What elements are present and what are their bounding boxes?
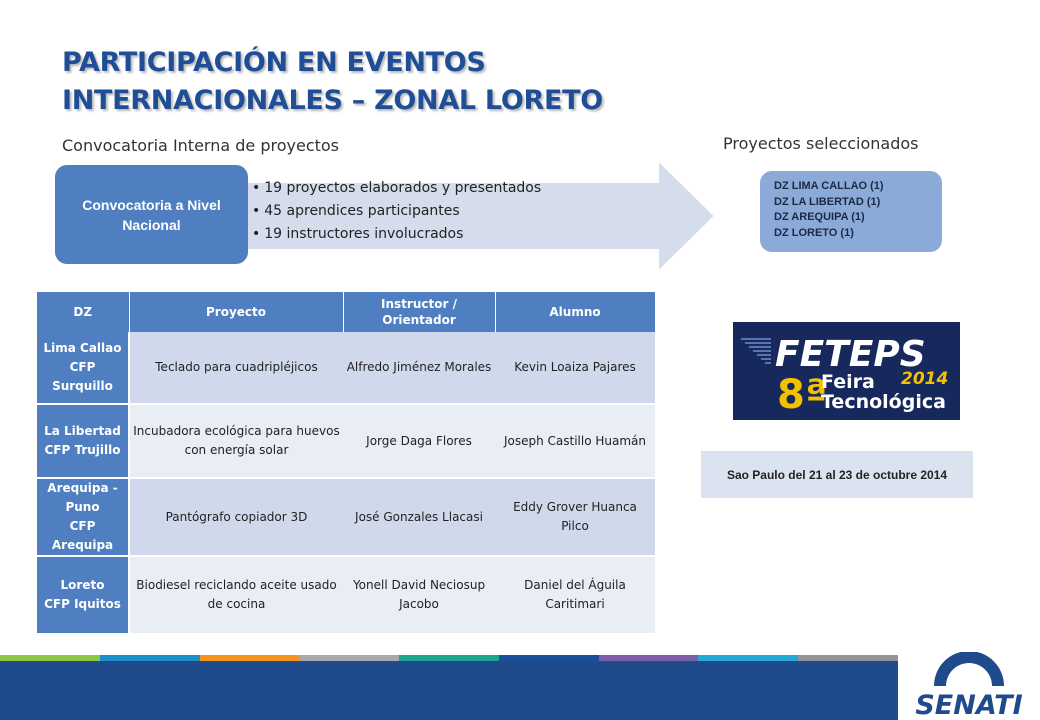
bullet-item: • 19 proyectos elaborados y presentados xyxy=(252,177,541,200)
selected-item: DZ LORETO (1) xyxy=(774,226,854,239)
dz-line: CFP xyxy=(69,519,96,533)
convocatoria-bullets xyxy=(252,177,541,246)
dz-cell xyxy=(37,478,129,556)
header-dz: DZ xyxy=(37,292,129,332)
footer-bar xyxy=(0,661,898,720)
selected-item: DZ LA LIBERTAD (1) xyxy=(774,195,881,208)
page-title-line2: INTERNACIONALES – ZONAL LORETO xyxy=(62,85,603,116)
feteps-name: FETEPS xyxy=(775,334,926,375)
table-row xyxy=(37,404,655,478)
feteps-logo-graphic xyxy=(733,322,960,420)
bullet-item: • 19 instructores involucrados xyxy=(252,223,541,246)
projects-table xyxy=(37,292,656,635)
instructor-cell: Alfredo Jiménez Morales xyxy=(343,332,495,404)
instructor-cell: Yonell David Neciosup Jacobo xyxy=(343,556,495,634)
dz-line: Lima Callao xyxy=(43,341,122,355)
page-title-line1: PARTICIPACIÓN EN EVENTOS xyxy=(62,47,486,78)
dz-line: CFP Iquitos xyxy=(44,597,121,611)
selected-item: DZ AREQUIPA (1) xyxy=(774,211,865,223)
dz-line: CFP xyxy=(69,360,96,374)
table-row xyxy=(37,478,655,556)
subtitle-seleccionados: Proyectos seleccionados xyxy=(723,134,919,153)
convocatoria-nacional-box: Convocatoria a Nivel Nacional xyxy=(55,165,248,264)
subtitle-convocatoria: Convocatoria Interna de proyectos xyxy=(62,136,340,155)
dz-cell xyxy=(37,332,129,404)
proyecto-cell: Incubadora ecológica para huevos con energía solar xyxy=(129,404,343,478)
dz-line: Surquillo xyxy=(52,379,113,393)
dz-line: Puno xyxy=(65,500,100,514)
senati-logo xyxy=(904,652,1034,718)
senati-wordmark: SENATI xyxy=(915,690,1023,718)
page-title xyxy=(62,44,603,120)
event-caption: Sao Paulo del 21 al 23 de octubre 2014 xyxy=(701,451,973,498)
feteps-year: 2014 xyxy=(901,369,949,389)
feteps-feira: Feira xyxy=(821,371,875,393)
table-header-row xyxy=(37,292,655,332)
instructor-cell: Jorge Daga Flores xyxy=(343,404,495,478)
instructor-cell: José Gonzales Llacasi xyxy=(343,478,495,556)
header-instructor: Instructor / Orientador xyxy=(343,292,495,332)
dz-line: Arequipa - xyxy=(47,481,118,495)
bullet-item: • 45 aprendices participantes xyxy=(252,200,541,223)
gear-icon xyxy=(934,652,1004,686)
alumno-cell: Joseph Castillo Huamán xyxy=(495,404,655,478)
alumno-cell: Daniel del Águila Caritimari xyxy=(495,556,655,634)
proyecto-cell: Teclado para cuadripléjicos xyxy=(129,332,343,404)
dz-cell xyxy=(37,556,129,634)
dz-cell xyxy=(37,404,129,478)
dz-line: CFP Trujillo xyxy=(44,443,121,457)
table-row xyxy=(37,332,655,404)
feteps-edition: 8ª xyxy=(777,372,828,418)
alumno-cell: Kevin Loaiza Pajares xyxy=(495,332,655,404)
dz-line: Loreto xyxy=(60,578,105,592)
header-alumno: Alumno xyxy=(495,292,655,332)
proyecto-cell: Pantógrafo copiador 3D xyxy=(129,478,343,556)
alumno-cell: Eddy Grover Huanca Pilco xyxy=(495,478,655,556)
table-row xyxy=(37,556,655,634)
dz-line: La Libertad xyxy=(44,424,121,438)
header-proyecto: Proyecto xyxy=(129,292,343,332)
proyecto-cell: Biodiesel reciclando aceite usado de cocina xyxy=(129,556,343,634)
selected-projects-box xyxy=(760,171,942,252)
selected-item: DZ LIMA CALLAO (1) xyxy=(774,180,884,192)
feteps-logo xyxy=(733,322,960,420)
dz-line: Arequipa xyxy=(51,538,114,552)
feteps-tecnologica: Tecnológica xyxy=(821,391,946,413)
